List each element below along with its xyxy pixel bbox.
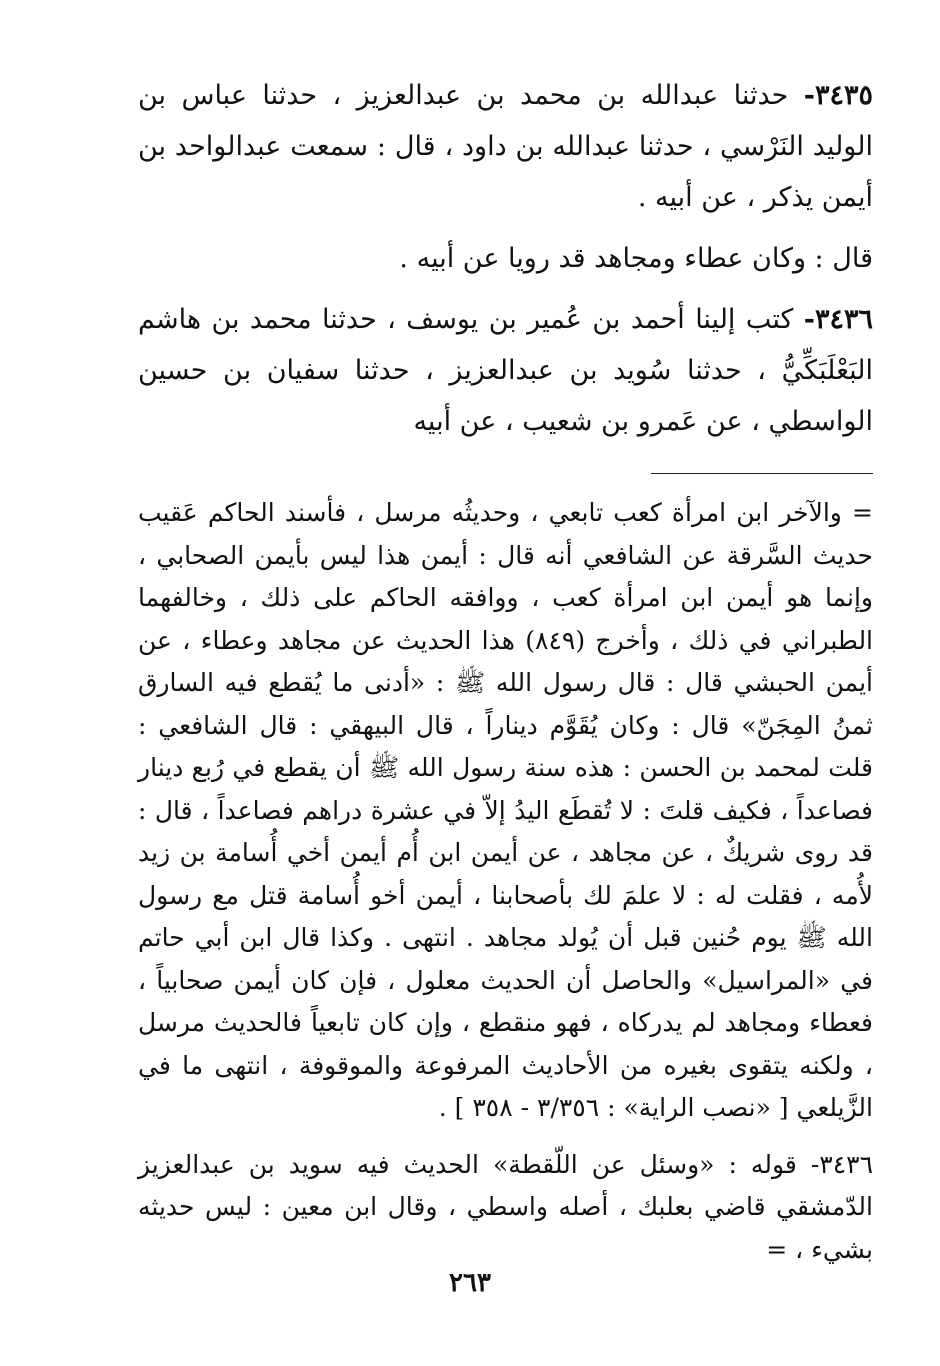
footnote-continuation: = والآخر ابن امرأة كعب تابعي ، وحديثُه مرسل ، فأسند الحاكم عَقيب حديث السَّرقة عن الشافعي أنه قال : أيمن هذا ليس بأيمن الصحابي ، وإنما هو أيمن ابن امرأة كعب ، ووافقه الحاكم على ذلك ، وخالفهما الطبراني في ذلك ، وأخرج (٨٤٩) هذا الحديث عن مجاهد وعطاء ، عن أيمن الحبشي قال : قال رسول الله ﷺ : «أدنى ما يُقطع فيه السارق ثمنُ المِجَنّ» قال : وكان يُقَوَّم ديناراً ، قال البيهقي : قال الشافعي : قلت لمحمد بن الحسن : هذه سنة رسول الله ﷺ أن يقطع في رُبع دينار فصاعداً ، فكيف قلتَ : لا تُقطَع اليدُ إلاّ في عشرة دراهم فصاعداً ، قال : قد روى شريكٌ ، عن مجاهد ، عن أيمن ابن أُم أيمن أخي أُسامة بن زيد لأُمه ، فقلت له : لا علمَ لك بأصحابنا ، أيمن أخو أُسامة قتل مع رسول الله ﷺ يوم حُنين قبل أن يُولد مجاهد . انتهى . وكذا قال ابن أبي حاتم في «المراسيل» والحاصل أن الحديث معلول ، فإن كان أيمن صحابياً ، فعطاء ومجاهد لم يدركاه ، فهو منقطع ، وإن كان تابعياً فالحديث مرسل ، ولكنه يتقوى بغيره من الأحاديث المرفوعة والموقوفة ، انتهى ما في الزَّيلعي [ «نصب الراية» : ٣/٣٥٦ - ٣٥٨ ] . [138,498,874,1122]
narration-note [138,233,873,284]
footnote-divider [651,473,873,474]
hadith-number: ٣٤٣٥- [803,80,873,111]
hadith-3436 [138,294,873,447]
note-text: قال : وكان عطاء ومجاهد قد رويا عن أبيه . [399,243,873,274]
hadith-3435 [138,70,873,223]
footnote-3436: ٣٤٣٦- قوله : «وسئل عن اللّقطة» الحديث فيه سويد بن عبدالعزيز الدّمشقي قاضي بعلبك ، أصله واسطي ، وقال ابن معين : ليس حديثه بشيء ، = [138,1149,873,1264]
footnotes [138,492,873,1271]
hadith-text: حدثنا عبدالله بن محمد بن عبدالعزيز ، حدثنا عباس بن الوليد النَرْسي ، حدثنا عبدالله بن داود ، قال : سمعت عبدالواحد بن أيمن يذكر ، عن أبيه . [138,80,873,213]
hadith-text: كتب إلينا أحمد بن عُمير بن يوسف ، حدثنا محمد بن هاشم البَعْلَبَكِّيُّ ، حدثنا سُويد بن عبدالعزيز ، حدثنا سفيان بن حسين الواسطي ، عن عَمرو بن شعيب ، عن أبيه [138,304,873,437]
main-text [138,70,873,447]
hadith-number: ٣٤٣٦- [803,304,873,335]
page-number: ٢٦٣ [449,1268,491,1298]
book-page [138,70,873,1271]
